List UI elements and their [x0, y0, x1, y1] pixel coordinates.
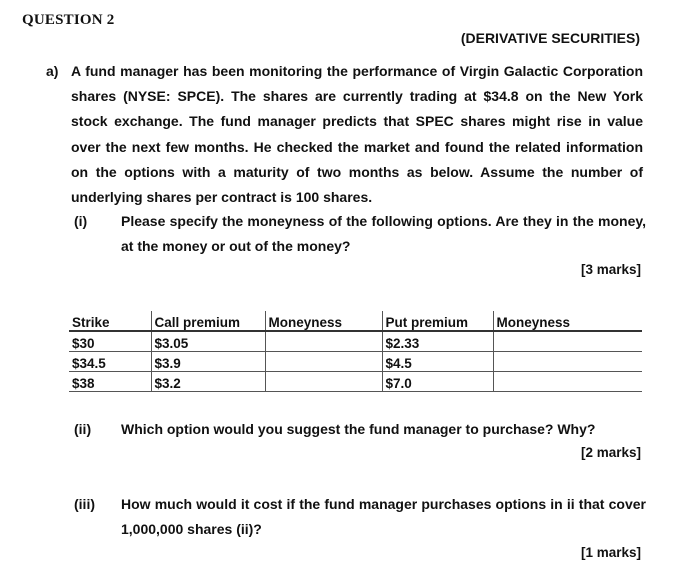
strike-cell: $38 [69, 372, 151, 392]
put-moneyness-cell [493, 331, 642, 352]
sub-question-ii [74, 417, 646, 442]
put-premium-cell: $2.33 [382, 331, 493, 352]
call-moneyness-cell [265, 331, 382, 352]
table-row [69, 352, 642, 372]
put-premium-cell: $4.5 [382, 352, 493, 372]
header-strike: Strike [69, 311, 151, 331]
call-premium-cell: $3.9 [151, 352, 265, 372]
table-header-row [69, 311, 642, 331]
sub-ii-marks: [2 marks] [580, 445, 641, 460]
sub-question-i [74, 209, 646, 259]
section-title: (DERIVATIVE SECURITIES) [460, 30, 640, 46]
sub-ii-number: (ii) [74, 421, 92, 437]
call-moneyness-cell [265, 372, 382, 392]
put-moneyness-cell [493, 372, 642, 392]
table-row [69, 331, 642, 352]
header-put-premium: Put premium [382, 311, 493, 331]
header-call-moneyness: Moneyness [265, 311, 382, 331]
sub-iii-text: How much would it cost if the fund manager purchases options in ii that cover 1,000,000 shares (ii)? [121, 496, 646, 538]
sub-i-text: Please specify the moneyness of the following options. Are they in the money, at the money or out of the money? [121, 213, 646, 255]
put-premium-cell: $7.0 [382, 372, 493, 392]
call-premium-cell: $3.05 [151, 331, 265, 352]
sub-i-marks: [3 marks] [580, 262, 641, 277]
header-put-moneyness: Moneyness [493, 311, 642, 331]
put-moneyness-cell [493, 352, 642, 372]
strike-cell: $30 [69, 331, 151, 352]
question-title: QUESTION 2 [22, 12, 115, 28]
call-premium-cell: $3.2 [151, 372, 265, 392]
part-a-text: A fund manager has been monitoring the performance of Virgin Galactic Corporation shares (NYSE: SPCE). The shares are currently trading at $34.8 on the New York stock exchange. The fund manager predicts that SPEC shares might rise in value over the next few months. He checked the market and found the related information on the options with a maturity of two months as below. Assume the number of underlying shares per contract is 100 shares. [71, 63, 643, 206]
table-row [69, 372, 642, 392]
part-a-paragraph [46, 59, 643, 210]
header-call-premium: Call premium [151, 311, 265, 331]
options-table [69, 311, 642, 392]
sub-i-number: (i) [74, 213, 88, 229]
part-a-label: a) [46, 63, 59, 79]
strike-cell: $34.5 [69, 352, 151, 372]
sub-iii-number: (iii) [74, 496, 95, 512]
sub-ii-text: Which option would you suggest the fund manager to purchase? Why? [121, 421, 596, 437]
call-moneyness-cell [265, 352, 382, 372]
sub-question-iii [74, 492, 646, 542]
sub-iii-marks: [1 marks] [580, 545, 641, 560]
